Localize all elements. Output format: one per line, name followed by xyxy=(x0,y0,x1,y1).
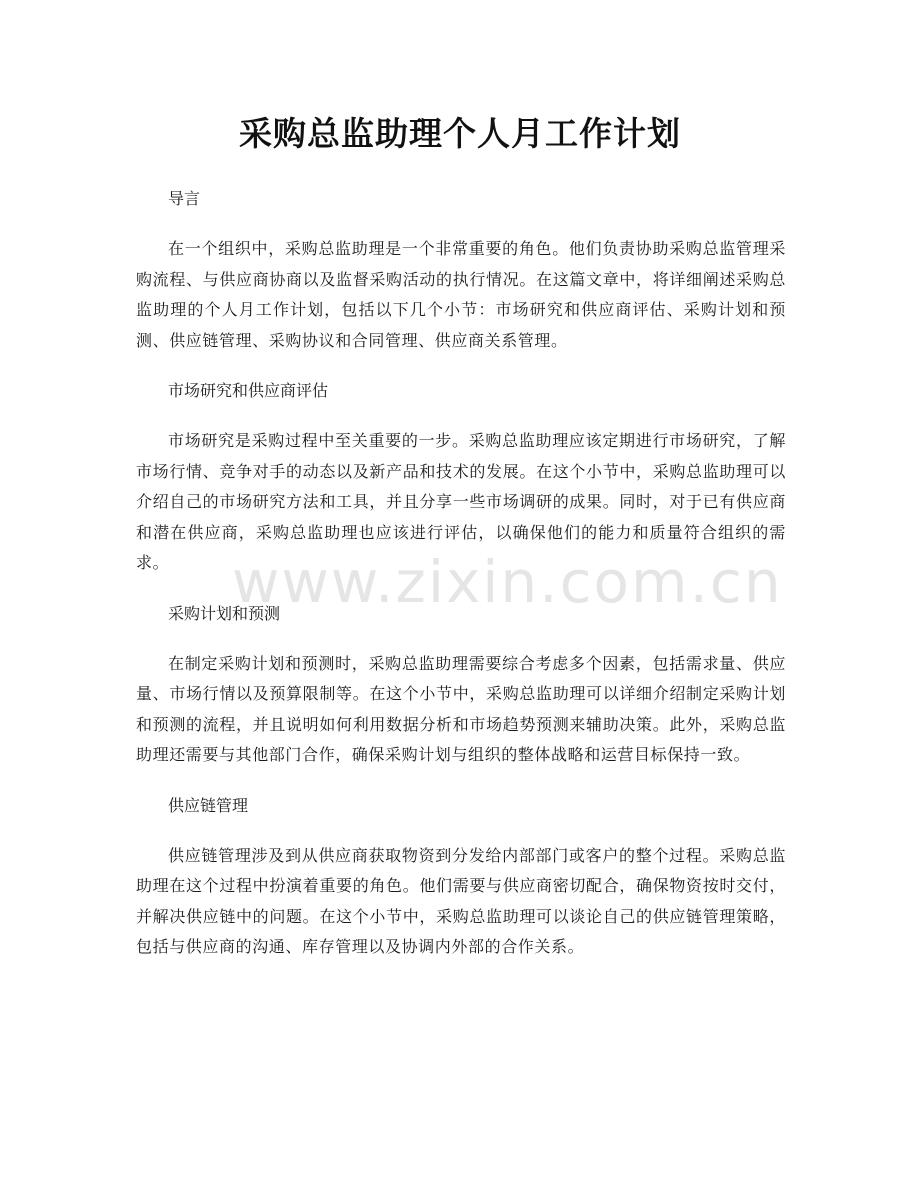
section-heading-intro: 导言 xyxy=(168,189,201,208)
document-body xyxy=(136,184,786,983)
section-paragraph-market-research: 市场研究是采购过程中至关重要的一步。采购总监助理应该定期进行市场研究，了解市场行情、竞争对手的动态以及新产品和技术的发展。在这个小节中，采购总监助理可以介绍自己的市场研究方法和工具，并且分享一些市场调研的成果。同时，对于已有供应商和潜在供应商，采购总监助理也应该进行评估，以确保他们的能力和质量符合组织的需求。 xyxy=(136,431,786,572)
watermark: www.zixin.com.cn xyxy=(232,548,783,616)
document-title: 采购总监助理个人月工作计划 xyxy=(239,114,681,153)
section-paragraph-intro: 在一个组织中，采购总监助理是一个非常重要的角色。他们负责协助采购总监管理采购流程、与供应商协商以及监督采购活动的执行情况。在这篇文章中，将详细阐述采购总监助理的个人月工作计划，包括以下几个小节：市场研究和供应商评估、采购计划和预测、供应链管理、采购协议和合同管理、供应商关系管理。 xyxy=(136,239,786,350)
section-heading-procurement-plan: 采购计划和预测 xyxy=(168,603,281,623)
section-paragraph-supply-chain: 供应链管理涉及到从供应商获取物资到分发给内部部门或客户的整个过程。采购总监助理在这个过程中扮演着重要的角色。他们需要与供应商密切配合，确保物资按时交付，并解决供应链中的问题。在这个小节中，采购总监助理可以谈论自己的供应链管理策略，包括与供应商的沟通、库存管理以及协调内外部的合作关系。 xyxy=(136,845,786,956)
section-heading-market-research: 市场研究和供应商评估 xyxy=(168,381,329,400)
section-paragraph-procurement-plan: 在制定采购计划和预测时，采购总监助理需要综合考虑多个因素，包括需求量、供应量、市场行情以及预算限制等。在这个小节中，采购总监助理可以详细介绍制定采购计划和预测的流程，并且说明如何利用数据分析和市场趋势预测来辅助决策。此外，采购总监助理还需要与其他部门合作，确保采购计划与组织的整体战略和运营目标保持一致。 xyxy=(136,653,786,764)
section-heading-supply-chain: 供应链管理 xyxy=(168,795,249,815)
